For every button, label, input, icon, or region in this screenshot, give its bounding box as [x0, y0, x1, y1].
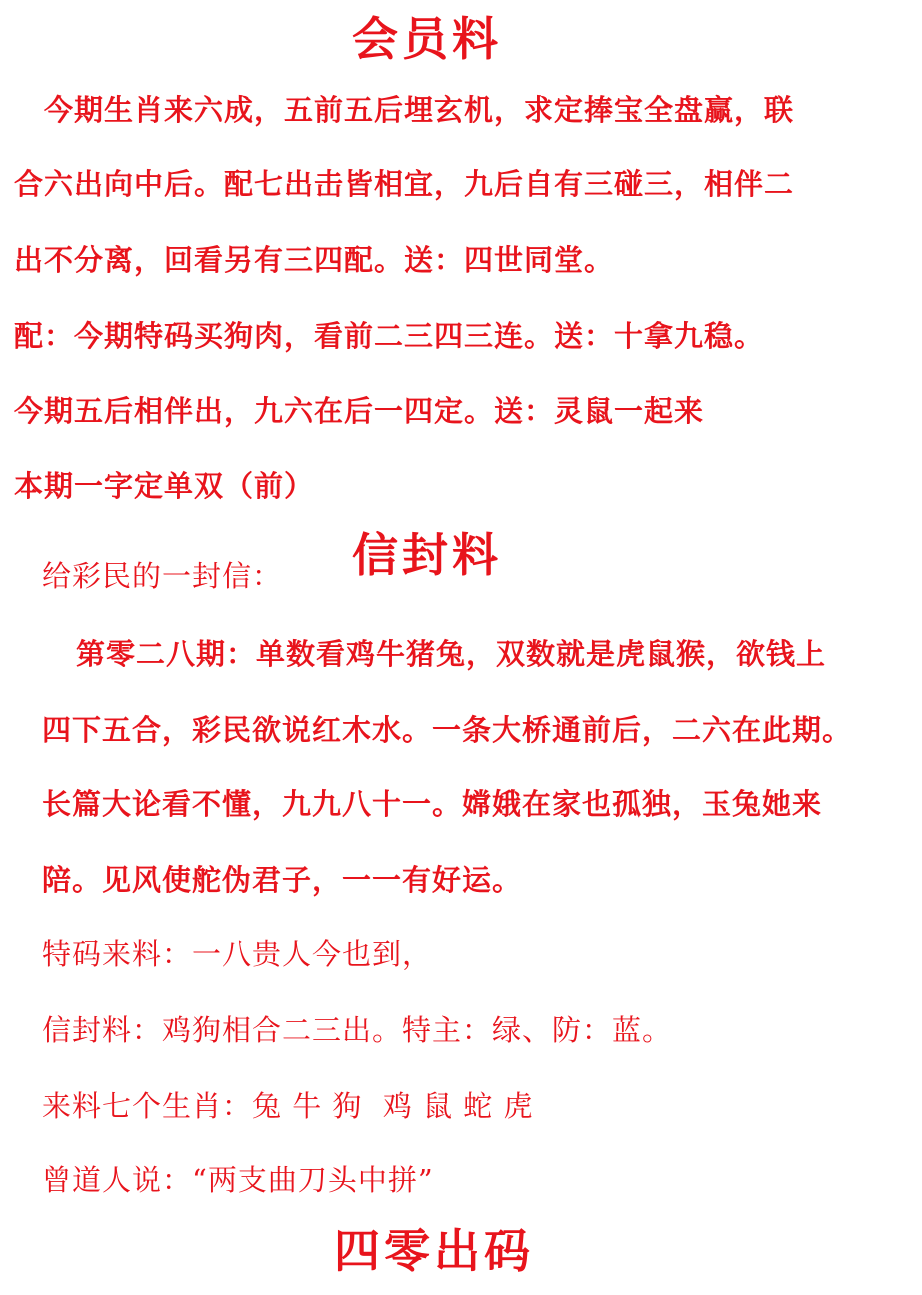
envelope-intro: 给彩民的一封信：: [42, 559, 283, 593]
title-envelope-material: 信封料: [352, 528, 502, 582]
title-member-material: 会员料: [352, 12, 502, 66]
envelope-line-7: 来料七个生肖：兔 牛 狗 鸡 鼠 蛇 虎: [42, 1089, 534, 1123]
envelope-line-4: 陪。见风使舵伪君子，一一有好运。: [42, 863, 523, 897]
member-line-3: 出不分离，回看另有三四配。送：四世同堂。: [14, 243, 615, 277]
envelope-line-1: 第零二八期：单数看鸡牛猪兔，双数就是虎鼠猴，欲钱上: [76, 637, 827, 671]
envelope-line-8: 曾道人说：“两支曲刀头中拼”: [42, 1163, 434, 1197]
member-line-5: 今期五后相伴出，九六在后一四定。送：灵鼠一起来: [14, 394, 705, 428]
envelope-line-2: 四下五合，彩民欲说红木水。一条大桥通前后，二六在此期。: [42, 713, 853, 747]
title-four-zero-code: 四零出码: [334, 1224, 534, 1278]
envelope-line-6: 信封料：鸡狗相合二三出。特主：绿、防：蓝。: [42, 1013, 673, 1047]
member-line-2: 合六出向中后。配七出击皆相宜，九后自有三碰三，相伴二: [14, 167, 795, 201]
envelope-line-5: 特码来料：一八贵人今也到，: [42, 937, 433, 971]
envelope-line-3: 长篇大论看不懂，九九八十一。嫦娥在家也孤独，玉兔她来: [42, 787, 823, 821]
member-line-4: 配：今期特码买狗肉，看前二三四三连。送：十拿九稳。: [14, 319, 765, 353]
member-line-6: 本期一字定单双（前）: [14, 469, 315, 503]
member-line-1: 今期生肖来六成，五前五后埋玄机，求定捧宝全盘赢，联: [44, 93, 795, 127]
